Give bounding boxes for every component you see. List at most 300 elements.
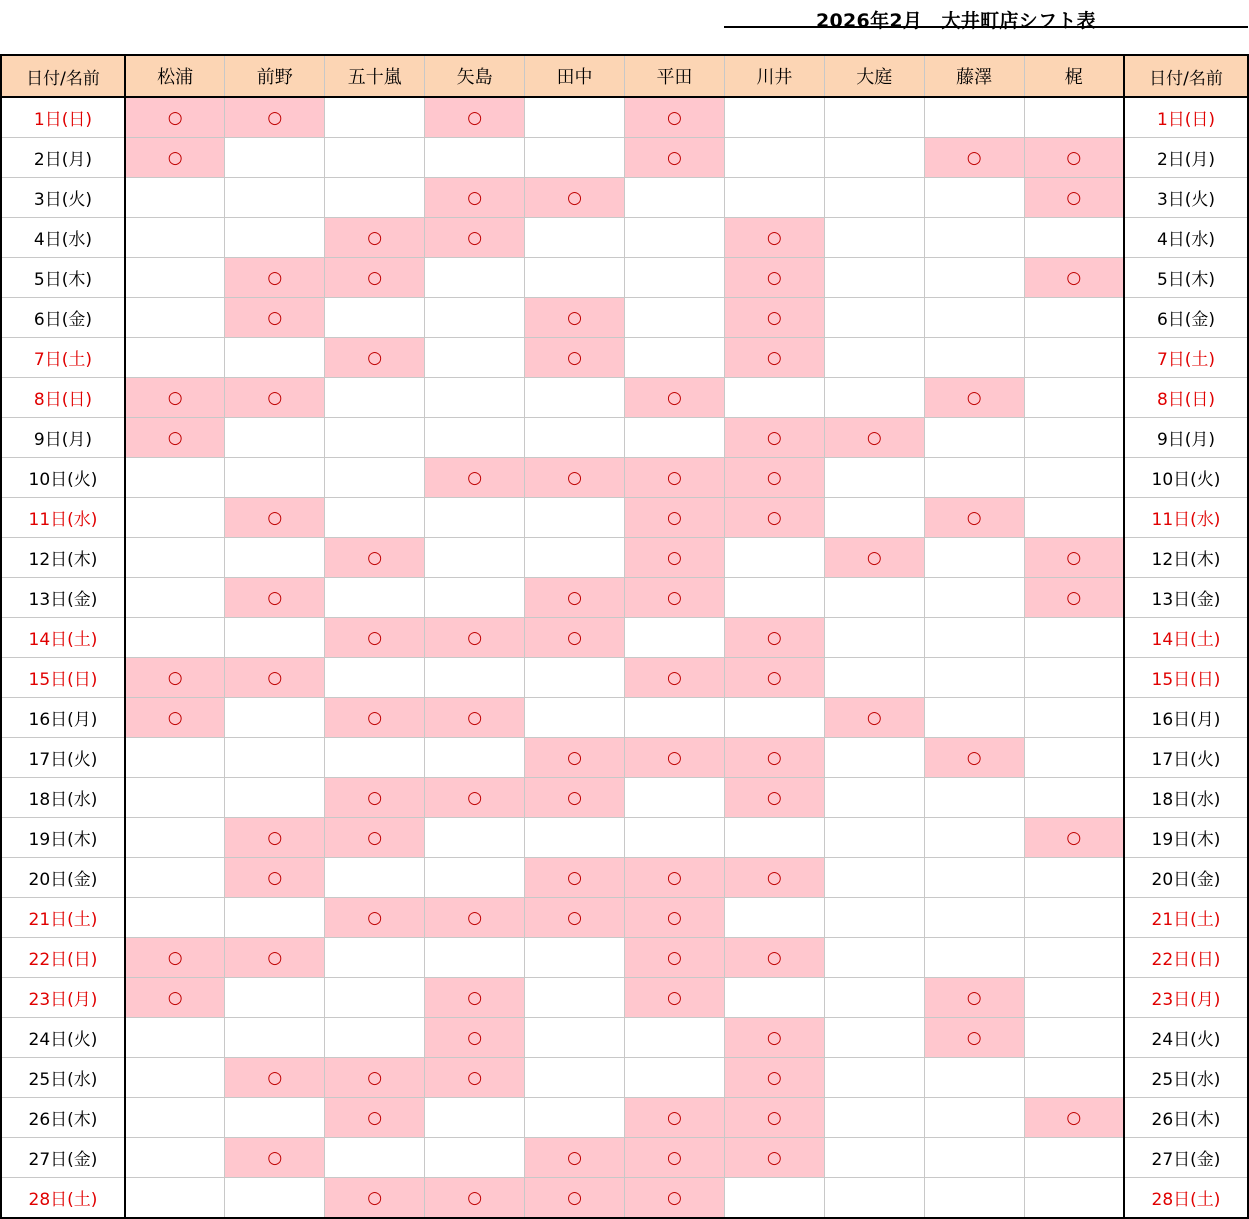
shift-cell-off[interactable]	[225, 418, 325, 458]
shift-cell-off[interactable]	[225, 1178, 325, 1219]
shift-cell-off[interactable]	[724, 1178, 824, 1219]
shift-cell-off[interactable]	[325, 298, 425, 338]
shift-cell-off[interactable]	[824, 1058, 924, 1098]
shift-cell-off[interactable]	[824, 258, 924, 298]
shift-cell-on[interactable]: ○	[325, 698, 425, 738]
shift-cell-off[interactable]	[824, 778, 924, 818]
shift-cell-off[interactable]	[924, 97, 1024, 138]
shift-cell-off[interactable]	[125, 738, 225, 778]
date-cell: 25日(水)	[1124, 1058, 1248, 1098]
shift-cell-off[interactable]	[924, 618, 1024, 658]
shift-cell-on[interactable]: ○	[1024, 818, 1124, 858]
shift-cell-off[interactable]	[525, 1098, 625, 1138]
shift-cell-off[interactable]	[924, 898, 1024, 938]
shift-cell-off[interactable]	[824, 1018, 924, 1058]
shift-cell-off[interactable]	[425, 578, 525, 618]
date-cell: 1日(日)	[1, 97, 125, 138]
shift-cell-off[interactable]	[924, 338, 1024, 378]
shift-cell-on[interactable]: ○	[924, 738, 1024, 778]
shift-cell-off[interactable]	[425, 858, 525, 898]
shift-cell-off[interactable]	[225, 138, 325, 178]
shift-cell-off[interactable]	[624, 778, 724, 818]
shift-cell-off[interactable]	[525, 978, 625, 1018]
shift-cell-off[interactable]	[225, 618, 325, 658]
shift-cell-on[interactable]: ○	[624, 978, 724, 1018]
shift-cell-off[interactable]	[724, 138, 824, 178]
shift-cell-off[interactable]	[824, 138, 924, 178]
shift-cell-on[interactable]: ○	[724, 618, 824, 658]
shift-cell-on[interactable]: ○	[525, 618, 625, 658]
shift-cell-off[interactable]	[125, 178, 225, 218]
shift-cell-off[interactable]	[624, 338, 724, 378]
shift-cell-off[interactable]	[1024, 858, 1124, 898]
shift-cell-on[interactable]: ○	[525, 1138, 625, 1178]
shift-cell-off[interactable]	[924, 218, 1024, 258]
shift-cell-on[interactable]: ○	[325, 218, 425, 258]
shift-cell-on[interactable]: ○	[724, 418, 824, 458]
shift-cell-on[interactable]: ○	[724, 938, 824, 978]
shift-cell-off[interactable]	[325, 378, 425, 418]
shift-cell-on[interactable]: ○	[525, 778, 625, 818]
shift-cell-off[interactable]	[824, 738, 924, 778]
shift-cell-on[interactable]: ○	[425, 1058, 525, 1098]
shift-cell-off[interactable]	[824, 458, 924, 498]
shift-cell-on[interactable]: ○	[425, 698, 525, 738]
shift-cell-off[interactable]	[624, 218, 724, 258]
shift-cell-on[interactable]: ○	[525, 178, 625, 218]
shift-cell-on[interactable]: ○	[724, 458, 824, 498]
shift-cell-on[interactable]: ○	[125, 378, 225, 418]
date-cell: 13日(金)	[1124, 578, 1248, 618]
shift-cell-off[interactable]	[525, 938, 625, 978]
shift-cell-on[interactable]: ○	[325, 338, 425, 378]
shift-cell-off[interactable]	[824, 618, 924, 658]
shift-cell-off[interactable]	[425, 1138, 525, 1178]
date-cell: 6日(金)	[1124, 298, 1248, 338]
shift-cell-on[interactable]: ○	[225, 818, 325, 858]
shift-cell-on[interactable]: ○	[425, 978, 525, 1018]
shift-cell-on[interactable]: ○	[824, 538, 924, 578]
shift-cell-off[interactable]	[425, 138, 525, 178]
shift-cell-on[interactable]: ○	[225, 498, 325, 538]
shift-cell-on[interactable]: ○	[525, 1178, 625, 1219]
shift-cell-off[interactable]	[824, 578, 924, 618]
shift-cell-off[interactable]	[525, 818, 625, 858]
shift-cell-off[interactable]	[225, 538, 325, 578]
shift-cell-off[interactable]	[425, 738, 525, 778]
shift-cell-on[interactable]: ○	[325, 618, 425, 658]
shift-cell-on[interactable]: ○	[525, 738, 625, 778]
shift-cell-on[interactable]: ○	[225, 658, 325, 698]
shift-cell-on[interactable]: ○	[624, 898, 724, 938]
shift-cell-off[interactable]	[1024, 378, 1124, 418]
shift-cell-on[interactable]: ○	[624, 658, 724, 698]
shift-cell-on[interactable]: ○	[924, 498, 1024, 538]
date-cell: 11日(水)	[1124, 498, 1248, 538]
shift-cell-on[interactable]: ○	[724, 778, 824, 818]
day-row	[1, 378, 1248, 418]
shift-cell-off[interactable]	[525, 218, 625, 258]
shift-cell-on[interactable]: ○	[1024, 578, 1124, 618]
shift-cell-off[interactable]	[724, 538, 824, 578]
shift-cell-off[interactable]	[325, 938, 425, 978]
shift-cell-on[interactable]: ○	[624, 498, 724, 538]
shift-cell-off[interactable]	[924, 298, 1024, 338]
shift-cell-on[interactable]: ○	[225, 578, 325, 618]
shift-cell-off[interactable]	[824, 498, 924, 538]
shift-cell-off[interactable]	[1024, 1018, 1124, 1058]
shift-cell-off[interactable]	[1024, 418, 1124, 458]
shift-cell-off[interactable]	[1024, 458, 1124, 498]
shift-cell-off[interactable]	[525, 498, 625, 538]
shift-cell-off[interactable]	[325, 138, 425, 178]
shift-cell-on[interactable]: ○	[125, 698, 225, 738]
shift-cell-off[interactable]	[425, 498, 525, 538]
shift-cell-on[interactable]: ○	[325, 898, 425, 938]
shift-cell-off[interactable]	[924, 698, 1024, 738]
shift-cell-on[interactable]: ○	[425, 458, 525, 498]
shift-cell-off[interactable]	[924, 778, 1024, 818]
shift-cell-on[interactable]: ○	[724, 258, 824, 298]
shift-cell-off[interactable]	[1024, 298, 1124, 338]
shift-cell-off[interactable]	[924, 858, 1024, 898]
shift-cell-on[interactable]: ○	[924, 378, 1024, 418]
shift-cell-off[interactable]	[1024, 338, 1124, 378]
shift-cell-on[interactable]: ○	[425, 1178, 525, 1219]
header-row	[1, 55, 1248, 97]
shift-cell-off[interactable]	[1024, 658, 1124, 698]
date-cell: 27日(金)	[1, 1138, 125, 1178]
shift-cell-off[interactable]	[924, 1058, 1024, 1098]
day-row	[1, 298, 1248, 338]
shift-cell-off[interactable]	[125, 778, 225, 818]
shift-cell-off[interactable]	[1024, 97, 1124, 138]
shift-cell-off[interactable]	[425, 298, 525, 338]
shift-cell-off[interactable]	[425, 338, 525, 378]
shift-cell-off[interactable]	[724, 898, 824, 938]
shift-cell-off[interactable]	[325, 578, 425, 618]
shift-cell-off[interactable]	[824, 1098, 924, 1138]
shift-cell-off[interactable]	[924, 178, 1024, 218]
shift-cell-off[interactable]	[325, 97, 425, 138]
shift-cell-off[interactable]	[125, 1138, 225, 1178]
shift-cell-off[interactable]	[624, 298, 724, 338]
date-cell: 16日(月)	[1, 698, 125, 738]
shift-cell-on[interactable]: ○	[724, 1098, 824, 1138]
shift-cell-on[interactable]: ○	[325, 818, 425, 858]
shift-cell-off[interactable]	[525, 1018, 625, 1058]
shift-cell-off[interactable]	[924, 938, 1024, 978]
shift-cell-off[interactable]	[425, 818, 525, 858]
shift-cell-off[interactable]	[924, 258, 1024, 298]
shift-cell-off[interactable]	[325, 858, 425, 898]
shift-cell-off[interactable]	[1024, 938, 1124, 978]
shift-cell-off[interactable]	[724, 378, 824, 418]
shift-cell-off[interactable]	[325, 978, 425, 1018]
shift-cell-on[interactable]: ○	[125, 938, 225, 978]
shift-cell-off[interactable]	[824, 658, 924, 698]
shift-cell-on[interactable]: ○	[225, 858, 325, 898]
shift-cell-on[interactable]: ○	[425, 778, 525, 818]
shift-cell-off[interactable]	[1024, 978, 1124, 1018]
shift-cell-on[interactable]: ○	[1024, 538, 1124, 578]
shift-cell-off[interactable]	[425, 418, 525, 458]
shift-cell-off[interactable]	[225, 898, 325, 938]
shift-cell-on[interactable]: ○	[624, 1138, 724, 1178]
shift-cell-off[interactable]	[924, 658, 1024, 698]
shift-cell-off[interactable]	[225, 338, 325, 378]
shift-cell-on[interactable]: ○	[425, 1018, 525, 1058]
shift-cell-on[interactable]: ○	[225, 298, 325, 338]
shift-cell-on[interactable]: ○	[225, 378, 325, 418]
shift-cell-on[interactable]: ○	[125, 138, 225, 178]
shift-cell-off[interactable]	[225, 1018, 325, 1058]
shift-cell-off[interactable]	[225, 978, 325, 1018]
shift-cell-off[interactable]	[924, 1178, 1024, 1219]
shift-cell-off[interactable]	[824, 898, 924, 938]
shift-cell-on[interactable]: ○	[624, 858, 724, 898]
shift-cell-off[interactable]	[225, 458, 325, 498]
shift-cell-on[interactable]: ○	[1024, 1098, 1124, 1138]
shift-cell-on[interactable]: ○	[225, 97, 325, 138]
date-cell: 7日(土)	[1, 338, 125, 378]
shift-cell-off[interactable]	[824, 378, 924, 418]
shift-cell-off[interactable]	[125, 458, 225, 498]
shift-cell-off[interactable]	[724, 698, 824, 738]
shift-cell-on[interactable]: ○	[724, 1138, 824, 1178]
shift-cell-off[interactable]	[225, 738, 325, 778]
shift-cell-on[interactable]: ○	[525, 298, 625, 338]
shift-cell-off[interactable]	[525, 418, 625, 458]
shift-cell-off[interactable]	[924, 1098, 1024, 1138]
shift-cell-off[interactable]	[525, 658, 625, 698]
shift-cell-off[interactable]	[1024, 738, 1124, 778]
shift-cell-off[interactable]	[1024, 218, 1124, 258]
shift-cell-off[interactable]	[724, 178, 824, 218]
shift-cell-off[interactable]	[125, 898, 225, 938]
shift-cell-off[interactable]	[824, 338, 924, 378]
shift-cell-off[interactable]	[624, 698, 724, 738]
shift-cell-off[interactable]	[325, 458, 425, 498]
shift-cell-on[interactable]: ○	[624, 97, 724, 138]
shift-cell-off[interactable]	[1024, 1178, 1124, 1219]
shift-cell-off[interactable]	[125, 538, 225, 578]
shift-cell-off[interactable]	[125, 258, 225, 298]
shift-cell-off[interactable]	[824, 97, 924, 138]
shift-cell-off[interactable]	[624, 1018, 724, 1058]
date-cell: 10日(火)	[1, 458, 125, 498]
shift-cell-on[interactable]: ○	[824, 698, 924, 738]
shift-cell-off[interactable]	[125, 618, 225, 658]
shift-cell-on[interactable]: ○	[924, 978, 1024, 1018]
shift-cell-on[interactable]: ○	[724, 498, 824, 538]
shift-cell-on[interactable]: ○	[325, 778, 425, 818]
shift-cell-off[interactable]	[525, 378, 625, 418]
staff-name-header: 大庭	[824, 55, 924, 97]
shift-cell-on[interactable]: ○	[724, 658, 824, 698]
shift-cell-on[interactable]: ○	[624, 138, 724, 178]
shift-cell-off[interactable]	[325, 1018, 425, 1058]
shift-cell-on[interactable]: ○	[724, 1018, 824, 1058]
shift-cell-on[interactable]: ○	[724, 858, 824, 898]
shift-cell-on[interactable]: ○	[425, 178, 525, 218]
shift-cell-on[interactable]: ○	[1024, 258, 1124, 298]
date-name-header: 日付/名前	[1124, 55, 1248, 97]
shift-cell-off[interactable]	[225, 698, 325, 738]
shift-cell-off[interactable]	[824, 938, 924, 978]
shift-cell-on[interactable]: ○	[624, 1178, 724, 1219]
staff-name-header: 松浦	[125, 55, 225, 97]
shift-cell-on[interactable]: ○	[724, 738, 824, 778]
shift-cell-on[interactable]: ○	[525, 338, 625, 378]
shift-cell-off[interactable]	[325, 658, 425, 698]
shift-cell-on[interactable]: ○	[624, 738, 724, 778]
shift-cell-off[interactable]	[724, 978, 824, 1018]
shift-cell-on[interactable]: ○	[624, 578, 724, 618]
shift-cell-off[interactable]	[624, 1058, 724, 1098]
shift-cell-on[interactable]: ○	[425, 218, 525, 258]
day-row	[1, 498, 1248, 538]
shift-cell-off[interactable]	[724, 818, 824, 858]
shift-cell-off[interactable]	[824, 178, 924, 218]
shift-cell-on[interactable]: ○	[325, 1178, 425, 1219]
shift-cell-on[interactable]: ○	[724, 298, 824, 338]
shift-cell-off[interactable]	[824, 1178, 924, 1219]
shift-cell-off[interactable]	[325, 1138, 425, 1178]
shift-cell-off[interactable]	[125, 338, 225, 378]
shift-cell-on[interactable]: ○	[1024, 178, 1124, 218]
shift-cell-off[interactable]	[624, 818, 724, 858]
shift-cell-off[interactable]	[1024, 1058, 1124, 1098]
shift-cell-off[interactable]	[225, 778, 325, 818]
shift-cell-off[interactable]	[924, 458, 1024, 498]
shift-cell-on[interactable]: ○	[624, 458, 724, 498]
shift-cell-off[interactable]	[125, 818, 225, 858]
shift-cell-off[interactable]	[425, 258, 525, 298]
shift-cell-on[interactable]: ○	[724, 218, 824, 258]
shift-cell-off[interactable]	[924, 418, 1024, 458]
shift-cell-on[interactable]: ○	[425, 97, 525, 138]
shift-cell-on[interactable]: ○	[125, 978, 225, 1018]
shift-cell-on[interactable]: ○	[525, 858, 625, 898]
shift-cell-off[interactable]	[624, 258, 724, 298]
shift-cell-off[interactable]	[425, 538, 525, 578]
shift-cell-on[interactable]: ○	[624, 378, 724, 418]
shift-cell-off[interactable]	[325, 498, 425, 538]
shift-cell-off[interactable]	[525, 698, 625, 738]
shift-cell-on[interactable]: ○	[325, 538, 425, 578]
shift-cell-off[interactable]	[1024, 898, 1124, 938]
shift-cell-on[interactable]: ○	[724, 1058, 824, 1098]
shift-cell-on[interactable]: ○	[325, 1058, 425, 1098]
shift-cell-off[interactable]	[225, 218, 325, 258]
day-row	[1, 618, 1248, 658]
shift-cell-off[interactable]	[425, 658, 525, 698]
shift-cell-off[interactable]	[525, 1058, 625, 1098]
shift-cell-off[interactable]	[425, 938, 525, 978]
shift-cell-off[interactable]	[125, 858, 225, 898]
shift-cell-off[interactable]	[325, 738, 425, 778]
shift-cell-on[interactable]: ○	[125, 418, 225, 458]
shift-cell-off[interactable]	[824, 818, 924, 858]
shift-cell-off[interactable]	[325, 418, 425, 458]
shift-cell-off[interactable]	[525, 258, 625, 298]
shift-cell-off[interactable]	[924, 1138, 1024, 1178]
shift-cell-off[interactable]	[125, 578, 225, 618]
shift-cell-off[interactable]	[425, 1098, 525, 1138]
staff-name-header: 藤澤	[924, 55, 1024, 97]
shift-cell-off[interactable]	[525, 97, 625, 138]
shift-cell-off[interactable]	[125, 1018, 225, 1058]
shift-cell-on[interactable]: ○	[125, 97, 225, 138]
shift-cell-on[interactable]: ○	[624, 1098, 724, 1138]
shift-cell-off[interactable]	[1024, 498, 1124, 538]
shift-cell-on[interactable]: ○	[624, 938, 724, 978]
shift-cell-on[interactable]: ○	[824, 418, 924, 458]
shift-cell-off[interactable]	[824, 1138, 924, 1178]
shift-cell-on[interactable]: ○	[924, 1018, 1024, 1058]
shift-cell-off[interactable]	[924, 538, 1024, 578]
shift-cell-on[interactable]: ○	[225, 938, 325, 978]
shift-cell-off[interactable]	[1024, 778, 1124, 818]
date-cell: 22日(日)	[1124, 938, 1248, 978]
shift-cell-off[interactable]	[1024, 1138, 1124, 1178]
shift-cell-off[interactable]	[824, 218, 924, 258]
shift-cell-off[interactable]	[425, 378, 525, 418]
shift-cell-on[interactable]: ○	[425, 898, 525, 938]
shift-cell-off[interactable]	[624, 618, 724, 658]
shift-cell-on[interactable]: ○	[525, 578, 625, 618]
shift-cell-off[interactable]	[125, 1058, 225, 1098]
shift-cell-on[interactable]: ○	[525, 898, 625, 938]
shift-cell-on[interactable]: ○	[225, 1058, 325, 1098]
shift-cell-off[interactable]	[824, 298, 924, 338]
shift-cell-off[interactable]	[125, 1098, 225, 1138]
shift-cell-off[interactable]	[824, 858, 924, 898]
shift-cell-off[interactable]	[1024, 698, 1124, 738]
shift-cell-on[interactable]: ○	[525, 458, 625, 498]
shift-cell-on[interactable]: ○	[125, 658, 225, 698]
shift-cell-on[interactable]: ○	[924, 138, 1024, 178]
shift-cell-off[interactable]	[924, 578, 1024, 618]
shift-cell-off[interactable]	[225, 178, 325, 218]
shift-cell-off[interactable]	[525, 538, 625, 578]
shift-cell-on[interactable]: ○	[325, 1098, 425, 1138]
shift-cell-off[interactable]	[624, 418, 724, 458]
shift-cell-off[interactable]	[624, 178, 724, 218]
shift-cell-on[interactable]: ○	[425, 618, 525, 658]
shift-cell-on[interactable]: ○	[225, 1138, 325, 1178]
shift-cell-on[interactable]: ○	[1024, 138, 1124, 178]
shift-cell-off[interactable]	[125, 218, 225, 258]
shift-cell-on[interactable]: ○	[624, 538, 724, 578]
date-cell: 2日(月)	[1124, 138, 1248, 178]
shift-cell-off[interactable]	[125, 498, 225, 538]
shift-cell-off[interactable]	[525, 138, 625, 178]
shift-cell-off[interactable]	[924, 818, 1024, 858]
shift-cell-on[interactable]: ○	[724, 338, 824, 378]
shift-cell-off[interactable]	[225, 1098, 325, 1138]
shift-cell-on[interactable]: ○	[325, 258, 425, 298]
shift-cell-on[interactable]: ○	[225, 258, 325, 298]
shift-cell-off[interactable]	[724, 578, 824, 618]
shift-cell-off[interactable]	[724, 97, 824, 138]
shift-cell-off[interactable]	[1024, 618, 1124, 658]
shift-cell-off[interactable]	[824, 978, 924, 1018]
shift-cell-off[interactable]	[125, 1178, 225, 1219]
shift-cell-off[interactable]	[325, 178, 425, 218]
shift-cell-off[interactable]	[125, 298, 225, 338]
